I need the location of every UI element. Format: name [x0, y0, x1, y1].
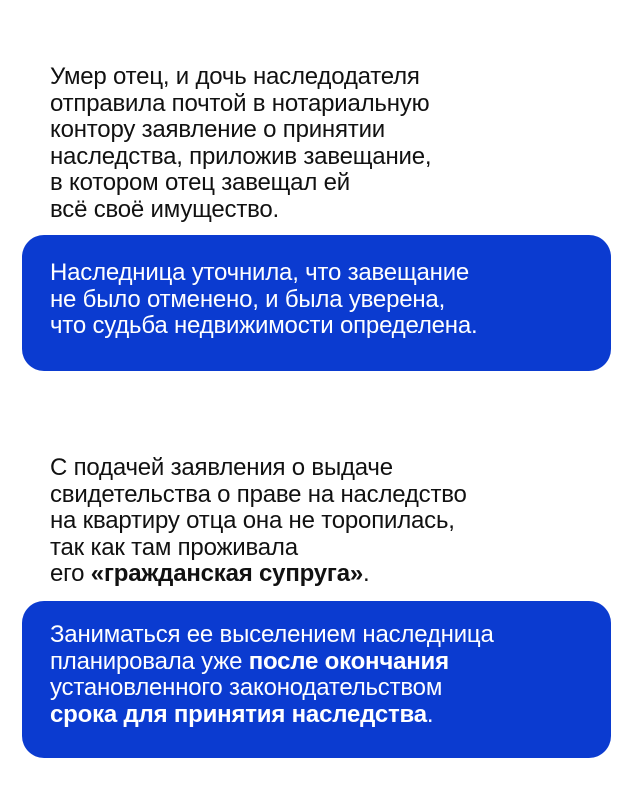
after-end-emphasis: после окончания — [248, 647, 449, 675]
civil-spouse-emphasis: «гражданская супруга» — [90, 560, 363, 587]
intro-line-1: Умер отец, и дочь наследодателя — [50, 63, 420, 90]
card2-line-2-prefix: планировала уже — [50, 647, 249, 675]
card1-line-2: не было отменено, и была уверена, — [50, 285, 446, 313]
card2-line-2 — [50, 649, 611, 676]
card1-line-1: Наследница уточнила, что завещание — [50, 259, 470, 286]
deadline-emphasis: срока для принятия наследства — [50, 700, 427, 728]
intro-line-4: наследства, приложив завещание, — [50, 142, 432, 170]
card2-line-4 — [50, 702, 611, 729]
second-line-5-suffix: . — [363, 560, 370, 587]
card1-line-3: что судьба недвижимости определена. — [50, 312, 478, 339]
second-line-5 — [50, 561, 610, 588]
intro-line-3: контору заявление о принятии — [50, 116, 385, 143]
second-line-5-prefix: его — [50, 560, 91, 587]
card2-line-3: установленного законодательством — [50, 674, 443, 701]
second-line-3: на квартиру отца она не торопилась, — [50, 507, 455, 534]
intro-paragraph — [50, 64, 610, 223]
intro-line-6: всё своё имущество. — [50, 195, 280, 223]
highlight-card-will — [22, 235, 611, 371]
second-paragraph — [50, 455, 610, 588]
card2-line-4-suffix: . — [426, 700, 434, 728]
intro-line-5: в котором отец завещал ей — [50, 169, 350, 196]
intro-line-2: отправила почтой в нотариальную — [50, 89, 430, 117]
second-line-1: С подачей заявления о выдаче — [50, 454, 393, 481]
card2-line-1: Заниматься ее выселением наследница — [50, 621, 494, 648]
highlight-card-eviction — [22, 601, 611, 758]
second-line-2: свидетельства о праве на наследство — [50, 480, 467, 508]
second-line-4: так как там проживала — [50, 533, 298, 561]
